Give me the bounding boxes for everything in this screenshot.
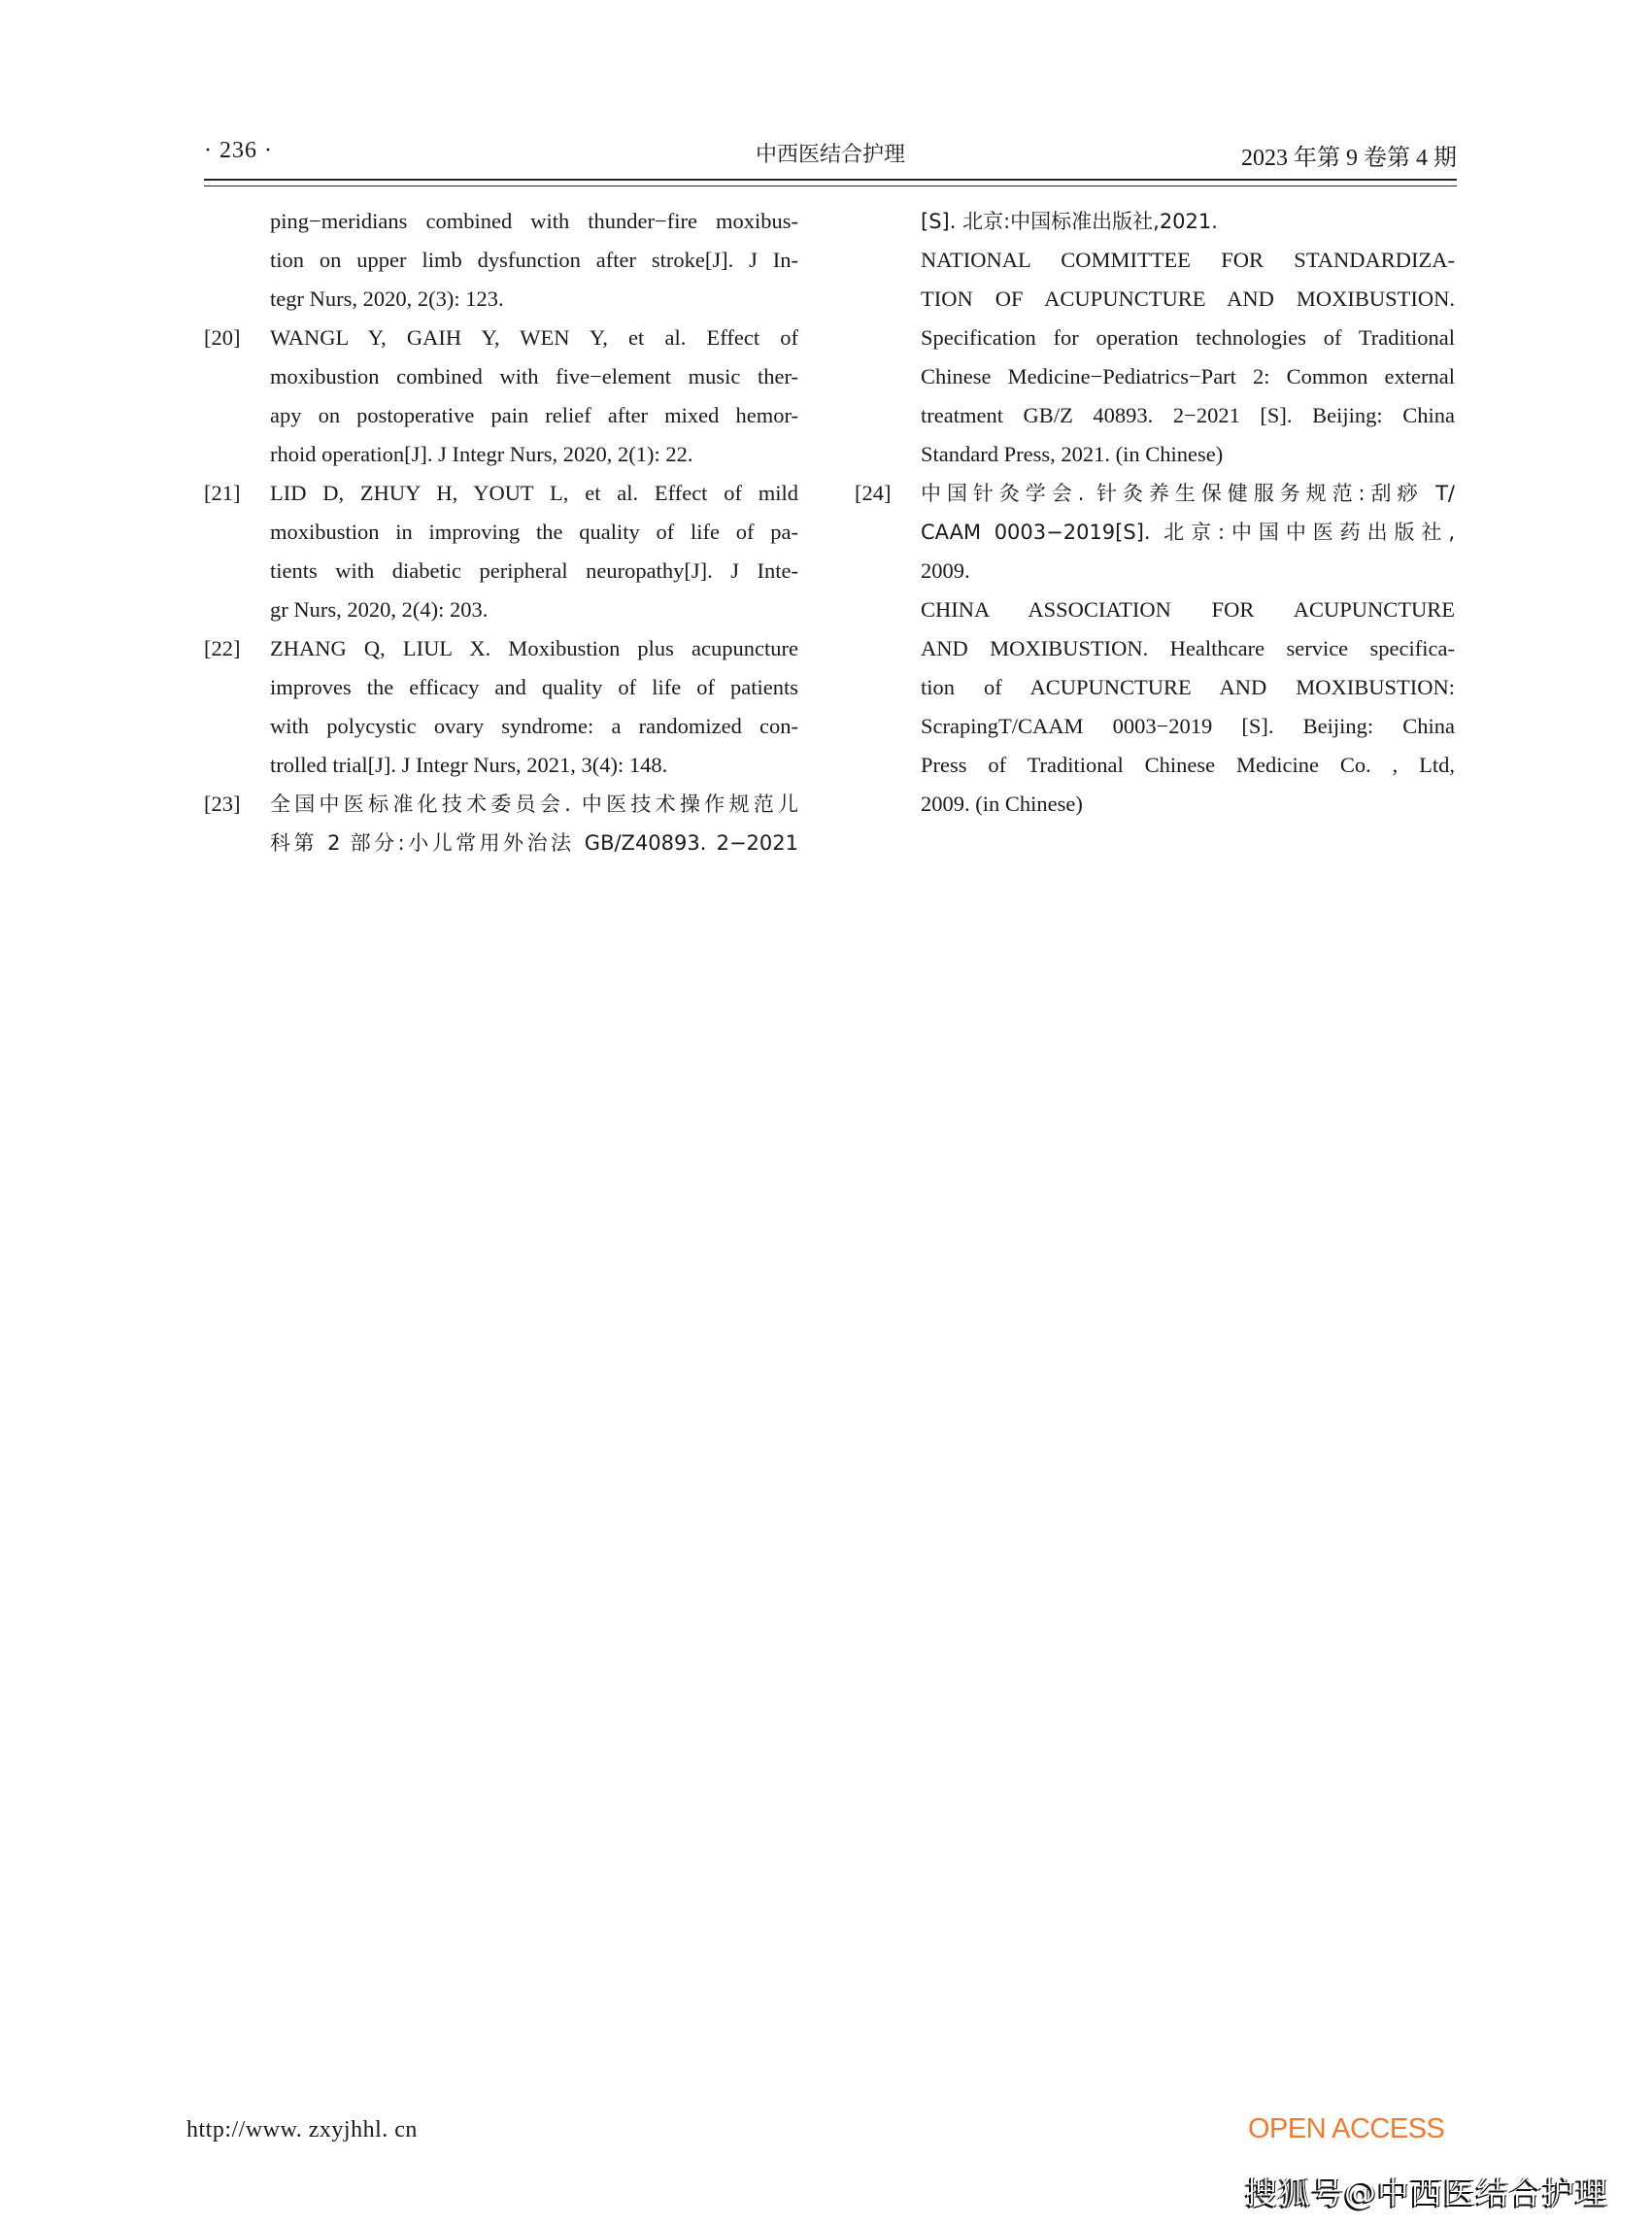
- ref-line: WANGL Y, GAIH Y, WEN Y, et al. Effect of: [270, 325, 798, 350]
- ref-line: 2009.: [921, 558, 970, 583]
- ref-line: AND MOXIBUSTION. Healthcare service specifica-: [921, 636, 1455, 660]
- reference-21: [204, 474, 798, 629]
- page-number: · 236 ·: [204, 138, 273, 163]
- ref-line: trolled trial[J]. J Integr Nurs, 2021, 3(4): 148.: [270, 753, 668, 777]
- ref-number: [21]: [204, 481, 241, 505]
- ref-line: [S]. 北京:中国标准出版社,2021.: [921, 210, 1218, 233]
- reference-23-continued: [855, 202, 1455, 474]
- issue-info: 2023 年第 9 卷第 4 期: [1241, 146, 1457, 171]
- ref-line: rhoid operation[J]. J Integr Nurs, 2020, 2(1): 22.: [270, 442, 693, 466]
- journal-title: 中西医结合护理: [755, 143, 905, 167]
- open-access-badge: OPEN ACCESS: [1248, 2113, 1445, 2144]
- ref-line: treatment GB/Z 40893. 2−2021 [S]. Beijing: China: [921, 403, 1455, 427]
- ref-number: [20]: [204, 325, 241, 350]
- ref-line: CAAM 0003−2019[S]. 北京:中国中医药出版社,: [921, 521, 1455, 544]
- ref-line: moxibustion in improving the quality of life of pa-: [270, 520, 798, 544]
- ref-line: tion on upper limb dysfunction after stroke[J]. J In-: [270, 248, 798, 272]
- header-rule-thick: [204, 179, 1457, 181]
- left-column: [204, 202, 798, 862]
- ref-number: [22]: [204, 636, 241, 660]
- ref-number: [23]: [204, 792, 241, 816]
- ref-line: TION OF ACUPUNCTURE AND MOXIBUSTION.: [921, 287, 1455, 311]
- ref-line: 科第 2 部分:小儿常用外治法 GB/Z40893. 2−2021: [270, 831, 798, 855]
- ref-line: 中国针灸学会. 针灸养生保健服务规范:刮痧 T/: [921, 482, 1455, 505]
- journal-url[interactable]: http://www. zxyjhhl. cn: [186, 2117, 418, 2142]
- reference-23: [204, 785, 798, 862]
- ref-line: moxibustion combined with five−element music ther-: [270, 364, 798, 388]
- ref-line: 2009. (in Chinese): [921, 792, 1083, 816]
- ref-line: tion of ACUPUNCTURE AND MOXIBUSTION:: [921, 675, 1455, 699]
- ref-line: apy on postoperative pain relief after mixed hemor-: [270, 403, 798, 427]
- ref-line: 全国中医标准化技术委员会. 中医技术操作规范儿: [270, 793, 798, 816]
- reference-24: [855, 474, 1455, 824]
- ref-line: gr Nurs, 2020, 2(4): 203.: [270, 597, 489, 622]
- ref-line: LID D, ZHUY H, YOUT L, et al. Effect of mild: [270, 481, 798, 505]
- right-column: [855, 202, 1455, 824]
- ref-line: with polycystic ovary syndrome: a randomized con-: [270, 714, 798, 738]
- ref-number: [24]: [855, 481, 892, 505]
- ref-line: ping−meridians combined with thunder−fire moxibus-: [270, 209, 798, 233]
- ref-line: ScrapingT/CAAM 0003−2019 [S]. Beijing: China: [921, 714, 1455, 738]
- reference-22: [204, 629, 798, 785]
- ref-line: tients with diabetic peripheral neuropathy[J]. J Inte-: [270, 558, 798, 583]
- reference-continued: [204, 202, 798, 319]
- ref-line: Press of Traditional Chinese Medicine Co. , Ltd,: [921, 753, 1455, 777]
- ref-line: tegr Nurs, 2020, 2(3): 123.: [270, 287, 504, 311]
- ref-line: CHINA ASSOCIATION FOR ACUPUNCTURE: [921, 597, 1455, 622]
- ref-line: NATIONAL COMMITTEE FOR STANDARDIZA-: [921, 248, 1455, 272]
- ref-line: improves the efficacy and quality of life of patients: [270, 675, 798, 699]
- sohu-watermark: 搜狐号@中西医结合护理: [1245, 2174, 1608, 2211]
- running-header: [204, 138, 1457, 171]
- ref-line: Chinese Medicine−Pediatrics−Part 2: Common external: [921, 364, 1455, 388]
- ref-line: ZHANG Q, LIUL X. Moxibustion plus acupuncture: [270, 636, 798, 660]
- reference-20: [204, 319, 798, 474]
- ref-line: Specification for operation technologies of Traditional: [921, 325, 1455, 350]
- ref-line: Standard Press, 2021. (in Chinese): [921, 442, 1224, 466]
